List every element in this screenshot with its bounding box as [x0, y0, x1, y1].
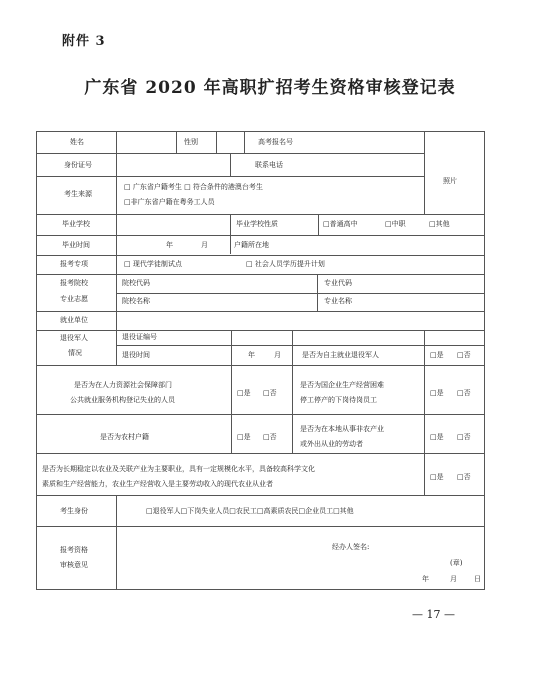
col-line	[424, 453, 425, 495]
name-label: 姓名	[70, 138, 84, 146]
table-border-right	[484, 131, 485, 590]
registration-form-table	[36, 131, 485, 590]
row-line	[36, 365, 485, 366]
col-line	[116, 214, 117, 365]
page-title: 广东省 2020 年高职扩招考生资格审核登记表	[84, 78, 456, 98]
row-line	[116, 293, 485, 294]
discharge-cert-label: 退役证编号	[122, 333, 157, 341]
graduate-school-label: 毕业学校	[62, 220, 90, 228]
source-label: 考生来源	[64, 190, 92, 198]
review-label-line2: 审核意见	[60, 561, 88, 569]
farmer-no: □否	[457, 473, 471, 481]
special-program-label: 报考专项	[60, 260, 88, 268]
identity-options: □退役军人□下岗失业人员□农民工□高素质农民□企业员工□其他	[146, 507, 354, 515]
self-employ-yes: □是	[430, 351, 444, 359]
college-code-label: 院校代码	[122, 279, 150, 287]
major-name-label: 专业名称	[324, 297, 352, 305]
non-agri-yes: □是	[430, 433, 444, 441]
situation-label: 情况	[68, 349, 82, 357]
non-agri-worker-question-line2: 或外出从业的劳动者	[300, 440, 363, 448]
farmer-yes: □是	[430, 473, 444, 481]
nature-option-high-school: □普通高中	[323, 220, 358, 228]
nature-option-other: □其他	[429, 220, 450, 228]
farmer-question-line1: 是否为长期稳定以农业及关联产业为主要职业，具有一定规模化水平，具备较高科学文化	[42, 465, 315, 473]
col-line	[216, 131, 217, 153]
photo-label: 照片	[443, 177, 457, 185]
non-agri-no: □否	[457, 433, 471, 441]
phone-label: 联系电话	[255, 161, 283, 169]
unemployed-question-line1: 是否为在人力资源社会保障部门	[74, 381, 172, 389]
col-line	[424, 365, 425, 453]
review-year-label: 年	[422, 575, 429, 583]
col-line	[230, 153, 231, 176]
id-number-label: 身份证号	[64, 161, 92, 169]
unemployed-no: □否	[263, 389, 277, 397]
handler-signature-label: 经办人签名:	[332, 543, 370, 551]
employer-label: 就业单位	[60, 316, 88, 324]
row-line	[36, 214, 485, 215]
row-line	[36, 235, 485, 236]
attachment-label: 附件 3	[62, 34, 106, 49]
special-option-upgrade: □ 社会人员学历提升计划	[246, 260, 325, 268]
unemployed-question-line2: 公共就业服务机构登记失业的人员	[70, 396, 175, 404]
gender-label: 性别	[184, 138, 198, 146]
col-line	[244, 131, 245, 153]
rural-no: □否	[263, 433, 277, 441]
month-label: 月	[201, 241, 208, 249]
table-border-left	[36, 131, 37, 590]
table-border-bottom	[36, 589, 485, 590]
non-agri-worker-question-line1: 是否为在本地从事非农产业	[300, 425, 384, 433]
discharge-time-label: 退役时间	[122, 351, 150, 359]
source-option-2: □非广东省户籍在粤务工人员	[124, 198, 215, 206]
col-line	[424, 131, 425, 214]
rural-hukou-question: 是否为农村户籍	[100, 433, 149, 441]
col-line	[116, 495, 117, 589]
special-option-apprentice: □ 现代学徒制试点	[124, 260, 182, 268]
school-nature-label: 毕业学校性质	[236, 220, 278, 228]
col-line	[317, 274, 318, 311]
review-label-line1: 报考资格	[60, 546, 88, 554]
row-line	[36, 453, 485, 454]
row-line	[116, 345, 485, 346]
col-line	[231, 330, 232, 365]
discharge-month-label: 月	[274, 351, 281, 359]
row-line	[36, 414, 485, 415]
major-code-label: 专业代码	[324, 279, 352, 287]
nature-option-vocational: □中职	[385, 220, 406, 228]
row-line	[36, 311, 485, 312]
page-number: — 17 —	[412, 608, 455, 621]
hukou-label: 户籍所在地	[234, 241, 269, 249]
col-line	[424, 330, 425, 365]
col-line	[230, 214, 231, 254]
row-line	[36, 255, 485, 256]
review-day-label: 日	[474, 575, 481, 583]
unemployed-yes: □是	[237, 389, 251, 397]
rural-yes: □是	[237, 433, 251, 441]
row-line	[36, 495, 485, 496]
farmer-question-line2: 素质和生产经营能力，农业生产经营收入是主要劳动收入的现代农业从业者	[42, 480, 273, 488]
year-label: 年	[166, 241, 173, 249]
seal-label: (章)	[450, 559, 463, 567]
col-line	[292, 365, 293, 453]
laid-off-question-line1: 是否为国企业生产经营困难	[300, 381, 384, 389]
exam-number-label: 高考报名号	[258, 138, 293, 146]
col-line	[176, 131, 177, 153]
laid-off-question-line2: 停工停产的下岗待岗员工	[300, 396, 377, 404]
identity-label: 考生身份	[60, 507, 88, 515]
row-line	[36, 274, 485, 275]
major-wish-label: 专业志愿	[60, 295, 88, 303]
col-line	[231, 365, 232, 453]
veteran-label: 退役军人	[60, 334, 88, 342]
college-name-label: 院校名称	[122, 297, 150, 305]
self-employ-no: □否	[457, 351, 471, 359]
discharge-year-label: 年	[248, 351, 255, 359]
row-line	[36, 330, 485, 331]
review-month-label: 月	[450, 575, 457, 583]
graduation-time-label: 毕业时间	[62, 241, 90, 249]
laid-off-yes: □是	[430, 389, 444, 397]
col-line	[292, 330, 293, 365]
col-line	[318, 214, 319, 235]
source-option-1: □ 广东省户籍考生 □ 符合条件的港澳台考生	[124, 183, 263, 191]
col-line	[116, 131, 117, 214]
row-line	[36, 526, 485, 527]
row-line	[36, 176, 424, 177]
table-border-top	[36, 131, 485, 132]
laid-off-no: □否	[457, 389, 471, 397]
self-employ-label: 是否为自主就业退役军人	[302, 351, 379, 359]
apply-college-label: 报考院校	[60, 279, 88, 287]
